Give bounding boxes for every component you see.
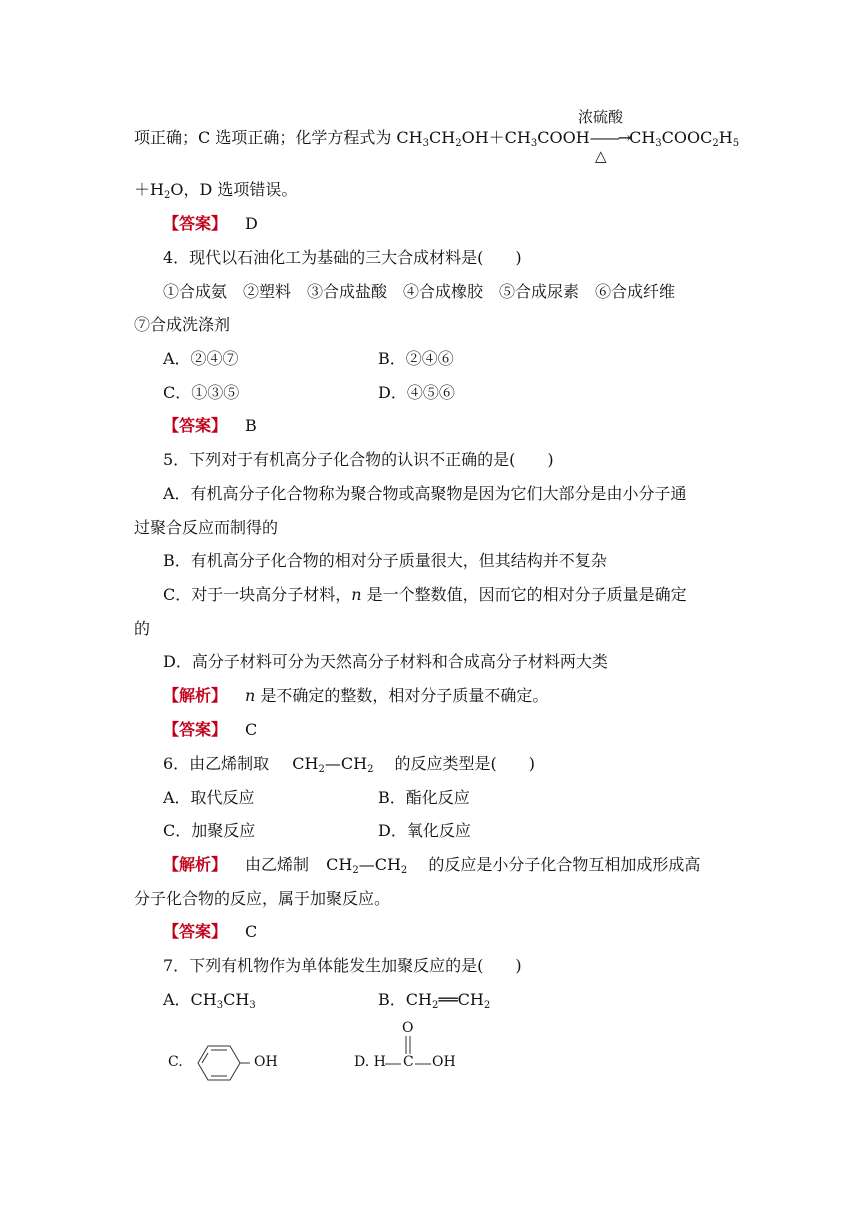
q5-analysis: 【解析】 n 是不确定的整数，相对分子质量不确定。 [163,686,549,705]
q5-option-b: B．有机高分子化合物的相对分子质量很大，但其结构并不复杂 [163,551,607,570]
polymer-formula: $CH_2—CH_2$ [292,754,374,775]
single-bond-icon [385,1062,401,1066]
carbon-atom: C [403,1054,414,1070]
reaction-condition-bottom: △ [595,147,607,165]
q7-options-row1 [163,990,683,1016]
q4-items-line2: ⑦合成洗涤剂 [134,315,231,334]
q3-text-prefix: 项正确；C 选项正确；化学方程式为 [134,128,397,147]
answer-tag: 【答案】 [163,214,228,233]
q6-stem: 6．由乙烯制取 $CH_2—CH_2$ 的反应类型是( ) [163,754,536,775]
reactant-ethanol: $CH_3CH_2OH$ [396,128,489,149]
single-bond-icon [415,1062,431,1066]
q4-items-line1: ①合成氨 ②塑料 ③合成盐酸 ④合成橡胶 ⑤合成尿素 ⑥合成纤维 [163,282,676,301]
q7-option-c [168,1040,298,1086]
answer-value: C [245,922,258,941]
reaction-condition-top: 浓硫酸 [578,108,624,126]
q6-option-d: D．氧化反应 [378,821,471,840]
q6-analysis-line1: 【解析】 由乙烯制 $CH_2—CH_2$ 的反应是小分子化合物互相加成形成高 [163,855,701,876]
q5-answer [163,720,257,740]
answer-tag: 【答案】 [163,416,228,435]
q6-options-row1 [163,788,683,808]
q5-stem: 5．下列对于有机高分子化合物的认识不正确的是( ) [163,450,554,469]
double-bond-icon [402,1036,414,1056]
analysis-tag: 【解析】 [163,855,228,874]
q6-option-c: C．加聚反应 [163,821,256,840]
answer-value: B [245,416,257,435]
answer-tag: 【答案】 [163,720,228,739]
q5-option-c-line2: 的 [134,619,151,638]
hydroxyl-label: OH [432,1054,456,1070]
q4-option-d: D．④⑤⑥ [378,383,455,402]
benzene-ring-icon [190,1040,250,1086]
q7-option-c-label: C. [168,1054,183,1070]
polymer-formula: $CH_2—CH_2$ [326,855,408,876]
plus-sign: ＋ [488,128,505,147]
q7-option-b: B．$CH_2══CH_2$ [378,990,491,1011]
q4-options-row1 [163,349,683,369]
answer-value: C [245,720,258,739]
q5-option-c-line1: C．对于一块高分子材料，n 是一个整数值，因而它的相对分子质量是确定 [163,585,687,604]
answer-value: D [245,214,258,233]
product-ethyl-acetate: $CH_3COOC_2H_5$ [629,128,740,149]
analysis-tag: 【解析】 [163,686,228,705]
q6-option-a: A．取代反应 [163,788,255,807]
q7-stem: 7．下列有机物作为单体能发生加聚反应的是( ) [163,956,522,975]
carbonyl-oxygen: O [402,1020,414,1036]
q4-option-a: A．②④⑦ [163,349,239,368]
hydroxyl-label: OH [254,1054,278,1070]
q6-option-b: B．酯化反应 [378,788,470,807]
reactant-acetic-acid: $CH_3COOH$ [504,128,590,149]
q6-analysis-line2: 分子化合物的反应，属于加聚反应。 [134,889,391,908]
reaction-arrow: ——→ [589,128,630,147]
q4-options-row2 [163,383,683,403]
q3-line1 [134,128,739,154]
q4-option-c: C．①③⑤ [163,383,240,402]
answer-tag: 【答案】 [163,922,228,941]
q5-option-a-line2: 过聚合反应而制得的 [134,518,279,537]
q4-answer [163,416,257,436]
q4-stem: 4．现代以石油化工为基础的三大合成材料是( ) [163,248,522,267]
q6-options-row2 [163,821,683,841]
q7-option-a: A．$CH_3CH_3$ [163,990,256,1011]
q3-answer [163,214,258,234]
q5-option-d: D．高分子材料可分为天然高分子材料和合成高分子材料两大类 [163,652,608,671]
q4-option-b: B．②④⑥ [378,349,454,368]
q3-line2: $+H_2O$，D 选项错误。 [134,180,298,201]
q6-answer [163,922,257,942]
q7-option-d-label: D. H [354,1054,386,1070]
q5-option-a-line1: A．有机高分子化合物称为聚合物或高聚物是因为它们大部分是由小分子通 [163,484,687,503]
q7-option-d [354,1020,464,1084]
